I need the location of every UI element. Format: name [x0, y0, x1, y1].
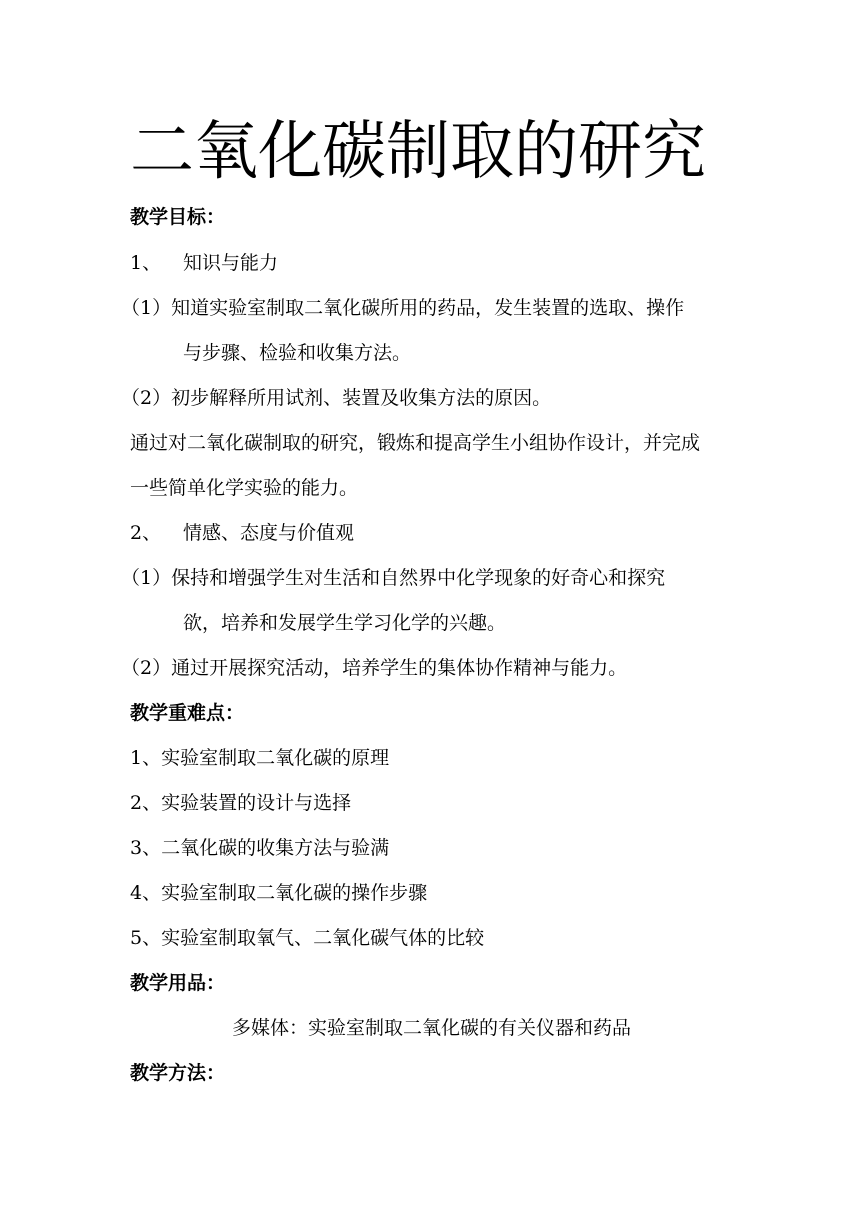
goal-1-number: 1、: [130, 252, 162, 274]
key-point-item: 1、实验室制取二氧化碳的原理: [130, 747, 390, 769]
goal-1-title: 知识与能力: [183, 252, 279, 274]
key-points-heading: 教学重难点：: [130, 702, 245, 724]
goal-paragraph-line-2: 一些简单化学实验的能力。: [130, 477, 359, 499]
key-point-item: 3、二氧化碳的收集方法与验满: [130, 837, 390, 859]
goal-2-sub-2: （2）通过开展探究活动，培养学生的集体协作精神与能力。: [121, 657, 628, 679]
supplies-heading: 教学用品：: [130, 972, 226, 994]
goal-2-sub-1-line-1: （1）保持和增强学生对生活和自然界中化学现象的好奇心和探究: [121, 567, 666, 589]
goal-1-sub-1-line-1: （1）知道实验室制取二氧化碳所用的药品，发生装置的选取、操作: [121, 297, 685, 319]
key-point-item: 4、实验室制取二氧化碳的操作步骤: [130, 882, 428, 904]
key-point-item: 5、实验室制取氧气、二氧化碳气体的比较: [130, 927, 485, 949]
goal-paragraph-line-1: 通过对二氧化碳制取的研究，锻炼和提高学生小组协作设计，并完成: [130, 432, 701, 454]
key-point-item: 2、实验装置的设计与选择: [130, 792, 352, 814]
methods-heading: 教学方法：: [130, 1062, 226, 1084]
goal-2-number: 2、: [130, 522, 162, 544]
goal-1-sub-1-line-2: 与步骤、检验和收集方法。: [183, 342, 412, 364]
supplies-text: 多媒体：实验室制取二氧化碳的有关仪器和药品: [232, 1017, 632, 1039]
goal-2-sub-1-line-2: 欲，培养和发展学生学习化学的兴趣。: [183, 612, 507, 634]
teaching-goals-heading: 教学目标：: [130, 206, 226, 228]
goal-1-sub-2: （2）初步解释所用试剂、装置及收集方法的原因。: [121, 387, 552, 409]
document-title: 二氧化碳制取的研究: [130, 115, 706, 189]
goal-2-title: 情感、态度与价值观: [183, 522, 355, 544]
